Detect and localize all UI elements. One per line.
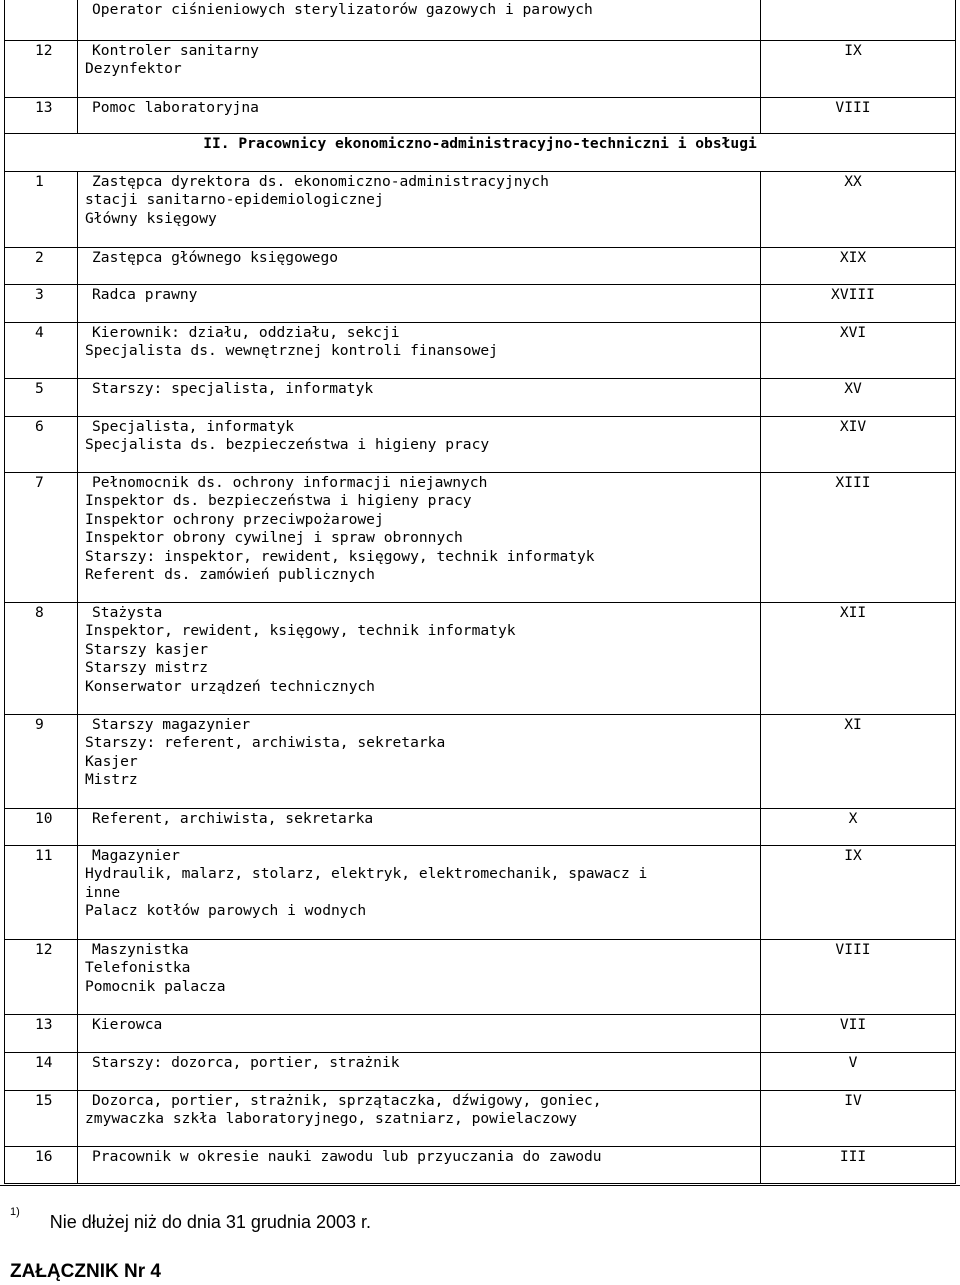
- position-names: [78, 40, 761, 97]
- position-name-line: Pomocnik palacza: [85, 977, 226, 995]
- position-name-line: zmywaczka szkła laboratoryjnego, szatniarz, powielaczowy: [85, 1110, 578, 1127]
- footnote-separator: [0, 1185, 960, 1186]
- grade-group: VIII: [761, 97, 956, 133]
- position-name-line: Palacz kotłów parowych i wodnych: [85, 902, 367, 919]
- row-number: 15: [5, 1090, 78, 1146]
- grade-group: XVI: [761, 322, 956, 378]
- position-names: [78, 322, 761, 378]
- position-name-line: Kasjer: [85, 752, 138, 770]
- position-name-line: Mistrz: [85, 771, 138, 788]
- table-row: [5, 40, 956, 97]
- position-name-line: Dozorca, portier, strażnik, sprzątaczka, dźwigowy, goniec,: [92, 1091, 602, 1109]
- grade-group: XIX: [761, 247, 956, 284]
- footnote: [10, 1206, 372, 1233]
- position-name-line: stacji sanitarno-epidemiologicznej: [85, 191, 384, 208]
- row-number: 13: [5, 97, 78, 133]
- position-name-line: Pracownik w okresie nauki zawodu lub przyuczania do zawodu: [92, 1147, 602, 1165]
- grade-group: XV: [761, 378, 956, 416]
- position-name-line: inne: [85, 883, 121, 901]
- table-row: [5, 939, 956, 1014]
- position-names: [78, 1052, 761, 1090]
- position-names: [78, 472, 761, 602]
- position-name-line: Pełnomocnik ds. ochrony informacji niejawnych: [92, 473, 488, 491]
- position-name-line: Kierownik: działu, oddziału, sekcji: [92, 323, 400, 341]
- position-names: [78, 1014, 761, 1052]
- row-number: 9: [5, 714, 78, 808]
- position-name-line: Główny księgowy: [85, 209, 217, 227]
- table-body: [5, 0, 956, 1183]
- position-name-line: Operator ciśnieniowych sterylizatorów gazowych i parowych: [92, 1, 593, 18]
- grade-group: XIV: [761, 416, 956, 472]
- position-names: [78, 97, 761, 133]
- grade-group: [761, 0, 956, 40]
- table-row: [5, 378, 956, 416]
- grade-group: IV: [761, 1090, 956, 1146]
- position-name-line: Inspektor ds. bezpieczeństwa i higieny pracy: [85, 492, 472, 509]
- table-row: [5, 1090, 956, 1146]
- position-name-line: Konserwator urządzeń technicznych: [85, 677, 375, 695]
- position-name-line: Maszynistka: [92, 940, 189, 958]
- row-number: 11: [5, 845, 78, 939]
- row-number: [5, 0, 78, 40]
- position-name-line: Kierowca: [92, 1015, 163, 1033]
- position-names: [78, 1090, 761, 1146]
- footnote-text: Nie dłużej niż do dnia 31 grudnia 2003 r.: [49, 1212, 372, 1232]
- grade-group: XI: [761, 714, 956, 808]
- position-name-line: Magazynier: [92, 846, 180, 864]
- row-number: 10: [5, 808, 78, 845]
- position-name-line: Zastępca głównego księgowego: [92, 248, 339, 266]
- position-names: [78, 1146, 761, 1183]
- grade-group: V: [761, 1052, 956, 1090]
- grade-group: XX: [761, 171, 956, 247]
- grade-group: XII: [761, 602, 956, 714]
- row-number: 12: [5, 40, 78, 97]
- position-name-line: Starszy: referent, archiwista, sekretarka: [85, 734, 446, 751]
- position-name-line: Starszy: specjalista, informatyk: [92, 379, 374, 397]
- position-name-line: Radca prawny: [92, 285, 198, 303]
- position-names: [78, 284, 761, 322]
- table-row: [5, 1014, 956, 1052]
- position-names: [78, 808, 761, 845]
- row-number: 14: [5, 1052, 78, 1090]
- grade-group: VIII: [761, 939, 956, 1014]
- row-number: 5: [5, 378, 78, 416]
- row-number: 8: [5, 602, 78, 714]
- position-name-line: Pomoc laboratoryjna: [92, 98, 259, 116]
- footnote-marker: 1): [10, 1206, 20, 1218]
- table-row: [5, 171, 956, 247]
- position-name-line: Inspektor ochrony przeciwpożarowej: [85, 510, 384, 528]
- table-row: [5, 416, 956, 472]
- row-number: 6: [5, 416, 78, 472]
- row-number: 2: [5, 247, 78, 284]
- table-row: [5, 808, 956, 845]
- position-name-line: Hydraulik, malarz, stolarz, elektryk, elektromechanik, spawacz i: [85, 865, 648, 882]
- table-row: [5, 247, 956, 284]
- position-names: [78, 247, 761, 284]
- grade-group: IX: [761, 845, 956, 939]
- section-title: II. Pracownicy ekonomiczno-administracyjno-techniczni i obsługi: [5, 133, 956, 171]
- grade-group: VII: [761, 1014, 956, 1052]
- position-name-line: Starszy kasjer: [85, 640, 209, 658]
- position-names: [78, 939, 761, 1014]
- grade-group: X: [761, 808, 956, 845]
- table-row: [5, 97, 956, 133]
- row-number: 1: [5, 171, 78, 247]
- row-number: 12: [5, 939, 78, 1014]
- position-names: [78, 0, 761, 40]
- row-number: 7: [5, 472, 78, 602]
- table-row: [5, 1146, 956, 1183]
- position-name-line: Referent, archiwista, sekretarka: [92, 809, 374, 827]
- position-names: [78, 714, 761, 808]
- position-names: [78, 602, 761, 714]
- grade-group: XVIII: [761, 284, 956, 322]
- position-names: [78, 845, 761, 939]
- position-name-line: Dezynfektor: [85, 60, 182, 77]
- position-name-line: Starszy: inspektor, rewident, księgowy, technik informatyk: [85, 547, 595, 565]
- table-row: [5, 0, 956, 40]
- position-grade-table: [4, 0, 956, 1184]
- grade-group: III: [761, 1146, 956, 1183]
- row-number: 3: [5, 284, 78, 322]
- position-name-line: Starszy magazynier: [92, 715, 251, 733]
- position-names: [78, 378, 761, 416]
- position-name-line: Zastępca dyrektora ds. ekonomiczno-administracyjnych: [92, 172, 549, 190]
- table-row: [5, 714, 956, 808]
- position-name-line: Starszy mistrz: [85, 659, 209, 676]
- table-row: [5, 284, 956, 322]
- row-number: 13: [5, 1014, 78, 1052]
- position-names: [78, 171, 761, 247]
- position-name-line: Starszy: dozorca, portier, strażnik: [92, 1053, 400, 1071]
- position-name-line: Specjalista, informatyk: [92, 417, 295, 435]
- table-row: [5, 845, 956, 939]
- table-row: [5, 1052, 956, 1090]
- table-row: [5, 322, 956, 378]
- position-name-line: Kontroler sanitarny: [92, 41, 259, 59]
- section-row: [5, 133, 956, 171]
- position-name-line: Specjalista ds. bezpieczeństwa i higieny pracy: [85, 436, 490, 453]
- position-name-line: Stażysta: [92, 603, 163, 621]
- position-name-line: Specjalista ds. wewnętrznej kontroli finansowej: [85, 342, 498, 359]
- table-row: [5, 602, 956, 714]
- annex-title: ZAŁĄCZNIK Nr 4: [10, 1261, 161, 1282]
- position-names: [78, 416, 761, 472]
- position-name-line: Inspektor, rewident, księgowy, technik informatyk: [85, 622, 516, 639]
- table-row: [5, 472, 956, 602]
- grade-group: XIII: [761, 472, 956, 602]
- position-name-line: Referent ds. zamówień publicznych: [85, 566, 375, 583]
- row-number: 16: [5, 1146, 78, 1183]
- position-name-line: Inspektor obrony cywilnej i spraw obronnych: [85, 529, 463, 546]
- grade-group: IX: [761, 40, 956, 97]
- position-name-line: Telefonistka: [85, 959, 191, 976]
- row-number: 4: [5, 322, 78, 378]
